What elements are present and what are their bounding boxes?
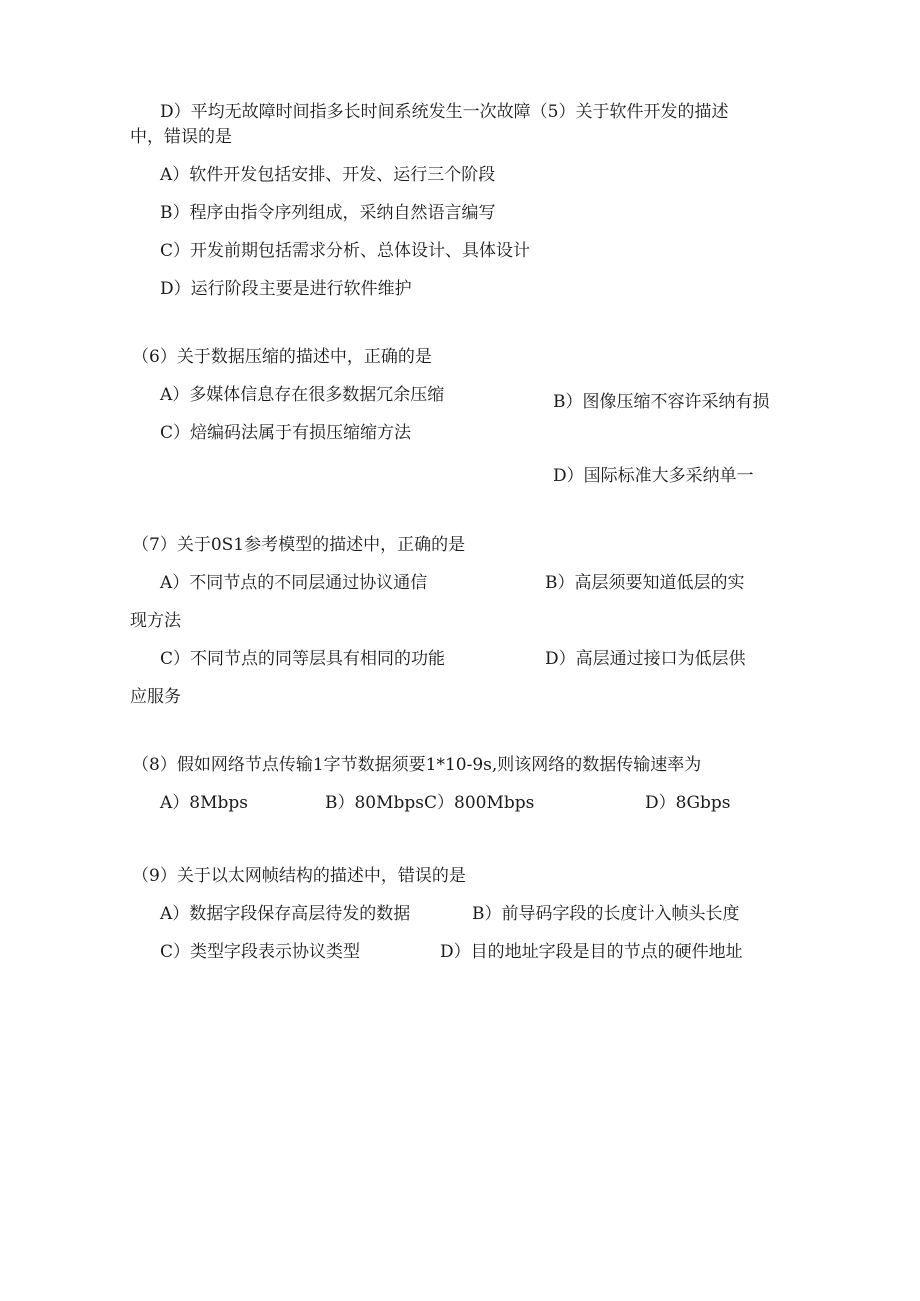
q9-option-c: C）类型字段表示协议类型 bbox=[160, 942, 361, 962]
q7-option-d-continuation: 应服务 bbox=[130, 687, 181, 707]
q8-option-a: A）8Mbps bbox=[160, 793, 248, 813]
q9-option-d: D）目的地址字段是目的节点的硬件地址 bbox=[440, 942, 743, 962]
q9-stem: （9）关于以太网帧结构的描述中，错误的是 bbox=[132, 866, 466, 886]
q8-stem: （8）假如网络节点传输1字节数据须要1*10-9s,则该网络的数据传输速率为 bbox=[132, 755, 702, 775]
q7-option-d: D）高层通过接口为低层供 bbox=[545, 649, 746, 669]
q9-option-a: A）数据字段保存高层待发的数据 bbox=[160, 904, 411, 924]
q8-option-b-c: B）80MbpsC）800Mbps bbox=[325, 793, 535, 813]
q6-option-d: D）国际标准大多采纳单一 bbox=[553, 466, 754, 486]
q7-option-a: A）不同节点的不同层通过协议通信 bbox=[160, 573, 428, 593]
q5-option-a: A）软件开发包括安排、开发、运行三个阶段 bbox=[160, 165, 496, 185]
q5-option-c: C）开发前期包括需求分析、总体设计、具体设计 bbox=[160, 241, 531, 261]
q9-option-b: B）前导码字段的长度计入帧头长度 bbox=[472, 904, 740, 924]
q6-option-a: A）多媒体信息存在很多数据冗余压缩 bbox=[160, 385, 445, 405]
q5-option-b: B）程序由指令序列组成，采纳自然语言编写 bbox=[160, 203, 496, 223]
q5-option-d: D）运行阶段主要是进行软件维护 bbox=[160, 279, 412, 299]
q5-prev-option-d-and-stem: D）平均无故障时间指多长时间系统发生一次故障（5）关于软件开发的描述 bbox=[160, 102, 729, 122]
q6-option-b: B）图像压缩不容许采纳有损 bbox=[553, 392, 770, 412]
q7-option-b: B）高层须要知道低层的实 bbox=[545, 573, 745, 593]
q6-option-c: C）焙编码法属于有损压缩缩方法 bbox=[160, 423, 412, 443]
q8-option-d: D）8Gbps bbox=[645, 793, 731, 813]
q7-stem: （7）关于0S1参考模型的描述中，正确的是 bbox=[132, 535, 466, 555]
q7-option-b-continuation: 现方法 bbox=[130, 611, 181, 631]
q5-stem-continuation: 中，错误的是 bbox=[130, 127, 232, 147]
q6-stem: （6）关于数据压缩的描述中，正确的是 bbox=[132, 347, 432, 367]
q7-option-c: C）不同节点的同等层具有相同的功能 bbox=[160, 649, 446, 669]
